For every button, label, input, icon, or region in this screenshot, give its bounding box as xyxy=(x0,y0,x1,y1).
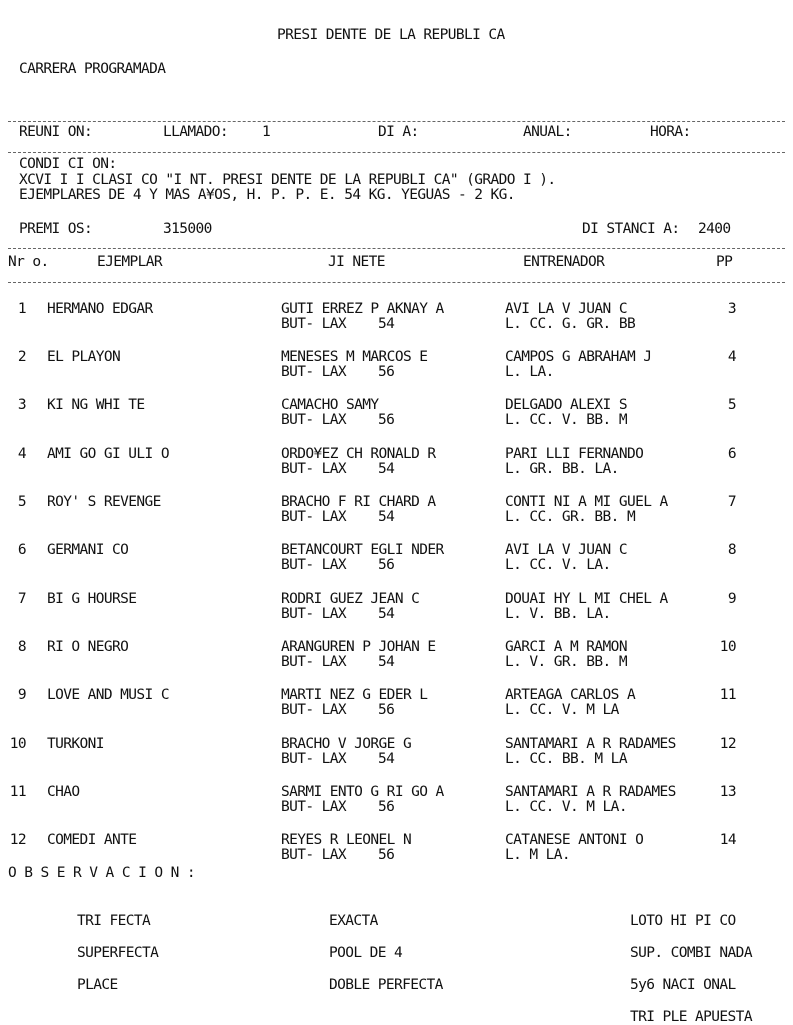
entry-jockey: MENESES M MARCOS E xyxy=(281,349,428,365)
wager-exacta: EXACTA xyxy=(329,913,378,929)
entry-weight: 54 xyxy=(378,461,395,477)
entry-number: 2 xyxy=(17,349,26,365)
entry-weight: 54 xyxy=(378,751,395,767)
entry-equipment: BUT- LAX xyxy=(281,412,347,428)
entry-row xyxy=(0,543,793,577)
entry-weight: 56 xyxy=(378,364,395,380)
entry-equipment: BUT- LAX xyxy=(281,847,347,863)
entry-weight: 54 xyxy=(378,509,395,525)
condicion-label: CONDI CI ON: xyxy=(19,156,117,172)
entry-jockey: GUTI ERREZ P AKNAY A xyxy=(281,301,444,317)
entry-trainer: PARI LLI FERNANDO xyxy=(505,446,644,462)
entry-pp: 6 xyxy=(727,446,736,462)
entry-horse: HERMANO EDGAR xyxy=(47,301,153,317)
divider xyxy=(8,248,785,249)
entry-trainer-info: L. CC. V. M LA. xyxy=(505,799,627,815)
entry-jockey: CAMACHO SAMY xyxy=(281,397,379,413)
premios-value: 315000 xyxy=(163,221,212,237)
wager-triple-apuesta: TRI PLE APUESTA xyxy=(630,1009,752,1025)
entry-equipment: BUT- LAX xyxy=(281,702,347,718)
entry-trainer-info: L. V. GR. BB. M xyxy=(505,654,627,670)
entry-weight: 56 xyxy=(378,412,395,428)
distancia-value: 2400 xyxy=(698,221,731,237)
entry-row xyxy=(0,447,793,481)
entry-number: 6 xyxy=(17,542,26,558)
condicion-line-1: XCVI I I CLASI CO "I NT. PRESI DENTE DE LA REPUBLI CA" (GRADO I ). xyxy=(19,172,556,188)
entry-jockey: RODRI GUEZ JEAN C xyxy=(281,591,420,607)
entry-horse: TURKONI xyxy=(47,736,104,752)
entry-horse: BI G HOURSE xyxy=(47,591,137,607)
wager-place: PLACE xyxy=(77,977,118,993)
wager-doble-perfecta: DOBLE PERFECTA xyxy=(329,977,443,993)
entry-trainer-info: L. CC. V. M LA xyxy=(505,702,619,718)
entry-trainer-info: L. LA. xyxy=(505,364,554,380)
hora-label: HORA: xyxy=(650,124,691,140)
entry-trainer: CATANESE ANTONI O xyxy=(505,832,644,848)
entry-trainer-info: L. GR. BB. LA. xyxy=(505,461,619,477)
entry-trainer: DOUAI HY L MI CHEL A xyxy=(505,591,668,607)
observacion-label: O B S E R V A C I O N : xyxy=(8,865,195,881)
entry-jockey: BRACHO V JORGE G xyxy=(281,736,412,752)
entry-weight: 56 xyxy=(378,702,395,718)
entry-trainer: GARCI A M RAMON xyxy=(505,639,627,655)
entry-jockey: SARMI ENTO G RI GO A xyxy=(281,784,444,800)
entry-equipment: BUT- LAX xyxy=(281,509,347,525)
entry-pp: 13 xyxy=(719,784,736,800)
entry-jockey: MARTI NEZ G EDER L xyxy=(281,687,428,703)
entry-row xyxy=(0,350,793,384)
entry-number: 7 xyxy=(17,591,26,607)
entry-row xyxy=(0,737,793,771)
entry-jockey: BRACHO F RI CHARD A xyxy=(281,494,436,510)
entry-horse: COMEDI ANTE xyxy=(47,832,137,848)
entry-trainer: CAMPOS G ABRAHAM J xyxy=(505,349,652,365)
wager-trifecta: TRI FECTA xyxy=(77,913,151,929)
divider xyxy=(8,282,785,283)
entry-trainer: CONTI NI A MI GUEL A xyxy=(505,494,668,510)
entry-equipment: BUT- LAX xyxy=(281,557,347,573)
entry-trainer-info: L. CC. V. LA. xyxy=(505,557,611,573)
entry-horse: GERMANI CO xyxy=(47,542,129,558)
entry-weight: 56 xyxy=(378,799,395,815)
entry-number: 10 xyxy=(9,736,26,752)
entry-number: 1 xyxy=(17,301,26,317)
wager-pool-de-4: POOL DE 4 xyxy=(329,945,403,961)
wager-loto-hipico: LOTO HI PI CO xyxy=(630,913,736,929)
anual-label: ANUAL: xyxy=(523,124,572,140)
entry-row xyxy=(0,302,793,336)
entry-jockey: BETANCOURT EGLI NDER xyxy=(281,542,444,558)
entry-number: 9 xyxy=(17,687,26,703)
entry-number: 3 xyxy=(17,397,26,413)
entry-pp: 12 xyxy=(719,736,736,752)
entry-horse: LOVE AND MUSI C xyxy=(47,687,169,703)
entry-row xyxy=(0,640,793,674)
dia-label: DI A: xyxy=(378,124,419,140)
entry-trainer-info: L. CC. BB. M LA xyxy=(505,751,627,767)
entry-pp: 3 xyxy=(727,301,736,317)
column-header-pp: PP xyxy=(716,254,733,270)
entry-trainer-info: L. CC. V. BB. M xyxy=(505,412,627,428)
entry-jockey: ORDO¥EZ CH RONALD R xyxy=(281,446,436,462)
wager-5y6-nacional: 5y6 NACI ONAL xyxy=(630,977,736,993)
entry-number: 12 xyxy=(9,832,26,848)
entry-trainer: ARTEAGA CARLOS A xyxy=(505,687,636,703)
llamado-value: 1 xyxy=(262,124,271,140)
entry-trainer-info: L. V. BB. LA. xyxy=(505,606,611,622)
entry-horse: CHAO xyxy=(47,784,80,800)
entry-weight: 56 xyxy=(378,557,395,573)
entry-pp: 8 xyxy=(727,542,736,558)
entry-trainer: SANTAMARI A R RADAMES xyxy=(505,736,676,752)
entry-trainer-info: L. CC. G. GR. BB xyxy=(505,316,636,332)
entry-equipment: BUT- LAX xyxy=(281,606,347,622)
entry-trainer-info: L. M LA. xyxy=(505,847,571,863)
entry-number: 11 xyxy=(9,784,26,800)
entry-weight: 56 xyxy=(378,847,395,863)
entry-equipment: BUT- LAX xyxy=(281,751,347,767)
entry-equipment: BUT- LAX xyxy=(281,316,347,332)
premios-label: PREMI OS: xyxy=(19,221,93,237)
page-title: PRESI DENTE DE LA REPUBLI CA xyxy=(277,27,505,43)
entry-pp: 14 xyxy=(719,832,736,848)
entry-pp: 7 xyxy=(727,494,736,510)
entry-horse: AMI GO GI ULI O xyxy=(47,446,169,462)
entry-horse: EL PLAYON xyxy=(47,349,121,365)
entry-pp: 5 xyxy=(727,397,736,413)
entry-equipment: BUT- LAX xyxy=(281,799,347,815)
entry-number: 4 xyxy=(17,446,26,462)
entry-horse: RI O NEGRO xyxy=(47,639,129,655)
entry-pp: 9 xyxy=(727,591,736,607)
divider xyxy=(8,152,785,153)
entry-weight: 54 xyxy=(378,606,395,622)
entry-equipment: BUT- LAX xyxy=(281,461,347,477)
divider xyxy=(8,121,785,122)
entry-equipment: BUT- LAX xyxy=(281,654,347,670)
entry-row xyxy=(0,785,793,819)
entry-row xyxy=(0,398,793,432)
entry-pp: 11 xyxy=(719,687,736,703)
entry-row xyxy=(0,592,793,626)
reunion-label: REUNI ON: xyxy=(19,124,93,140)
distancia-label: DI STANCI A: xyxy=(582,221,680,237)
entry-trainer-info: L. CC. GR. BB. M xyxy=(505,509,636,525)
column-header-ejemplar: EJEMPLAR xyxy=(97,254,163,270)
wager-superfecta: SUPERFECTA xyxy=(77,945,159,961)
column-header-entrenador: ENTRENADOR xyxy=(523,254,605,270)
llamado-label: LLAMADO: xyxy=(163,124,229,140)
entry-row xyxy=(0,833,793,867)
entry-row xyxy=(0,495,793,529)
page-subtitle: CARRERA PROGRAMADA xyxy=(19,61,166,77)
wager-sup-combinada: SUP. COMBI NADA xyxy=(630,945,752,961)
condicion-line-2: EJEMPLARES DE 4 Y MAS A¥OS, H. P. P. E. 54 KG. YEGUAS - 2 KG. xyxy=(19,187,515,203)
entry-trainer: AVI LA V JUAN C xyxy=(505,542,627,558)
entry-row xyxy=(0,688,793,722)
entry-trainer: SANTAMARI A R RADAMES xyxy=(505,784,676,800)
entry-equipment: BUT- LAX xyxy=(281,364,347,380)
column-header-jinete: JI NETE xyxy=(328,254,385,270)
entry-trainer: DELGADO ALEXI S xyxy=(505,397,627,413)
entry-jockey: REYES R LEONEL N xyxy=(281,832,412,848)
entry-number: 5 xyxy=(17,494,26,510)
entry-horse: KI NG WHI TE xyxy=(47,397,145,413)
entry-pp: 10 xyxy=(719,639,736,655)
entry-weight: 54 xyxy=(378,316,395,332)
entry-pp: 4 xyxy=(727,349,736,365)
entry-jockey: ARANGUREN P JOHAN E xyxy=(281,639,436,655)
entry-horse: ROY' S REVENGE xyxy=(47,494,161,510)
column-header-nro: Nr o. xyxy=(8,254,49,270)
entry-trainer: AVI LA V JUAN C xyxy=(505,301,627,317)
entry-number: 8 xyxy=(17,639,26,655)
entry-weight: 54 xyxy=(378,654,395,670)
